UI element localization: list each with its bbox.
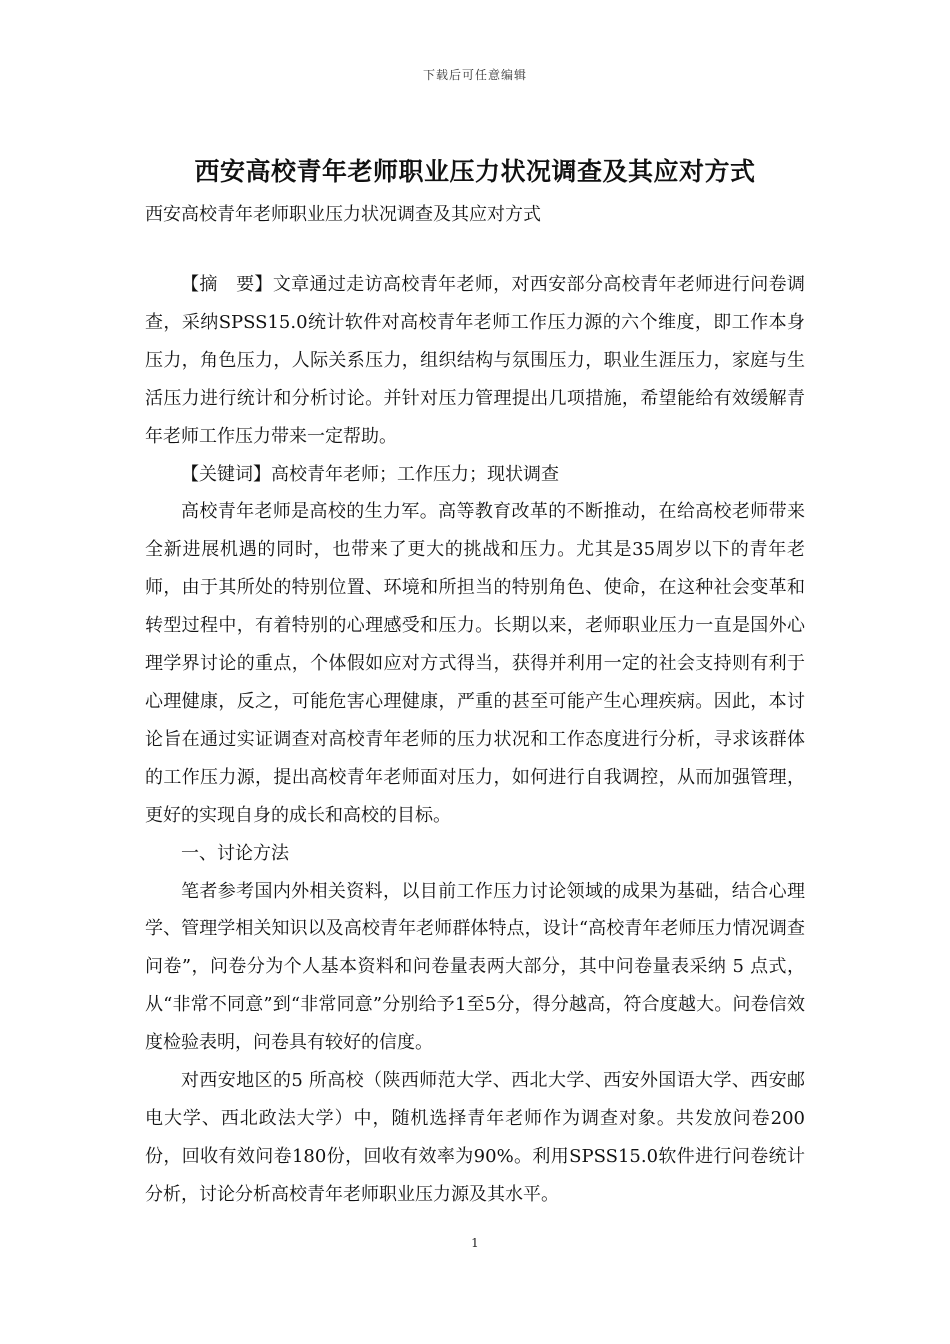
keywords-paragraph: 【关键词】高校青年老师；工作压力；现状调查: [181, 463, 559, 485]
intro-paragraph: 高校青年老师是高校的生力军。高等教育改革的不断推动，在给高校老师带来全新进展机遇的同时，也带来了更大的挑战和压力。尤其是35周岁以下的青年老师，由于其所处的特别位置、环境和所担当的特别角色、使命，在这种社会变革和转型过程中，有着特别的心理感受和压力。长期以来，老师职业压力一直是国外心理学界讨论的重点，个体假如应对方式得当，获得并利用一定的社会支持则有利于心理健康，反之，可能危害心理健康，严重的甚至可能产生心理疾病。因此，本讨论旨在通过实证调查对高校青年老师的压力状况和工作态度进行分析，寻求该群体的工作压力源，提出高校青年老师面对压力，如何进行自我调控，从而加强管理，更好的实现自身的成长和高校的目标。: [145, 501, 805, 826]
document-subtitle: 西安高校青年老师职业压力状况调查及其应对方式: [145, 204, 541, 225]
methods-paragraph-1: 笔者参考国内外相关资料，以目前工作压力讨论领域的成果为基础，结合心理学、管理学相关知识以及高校青年老师群体特点，设计“高校青年老师压力情况调查问卷”，问卷分为个人基本资料和问卷量表两大部分，其中问卷量表采纳 5 点式，从“非常不同意”到“非常同意”分别给予1至5分，得分越高，符合度越大。问卷信效度检验表明，问卷具有较好的信度。: [145, 880, 805, 1054]
document-body: [145, 266, 805, 1214]
document-title: 西安高校青年老师职业压力状况调查及其应对方式: [194, 157, 756, 186]
section-heading-methods: 一、讨论方法: [181, 842, 289, 864]
page-number: 1: [471, 1236, 479, 1250]
header-note: 下载后可任意编辑: [422, 68, 527, 82]
abstract-paragraph: 【摘 要】文章通过走访高校青年老师，对西安部分高校青年老师进行问卷调查，采纳SPSS15.0统计软件对高校青年老师工作压力源的六个维度，即工作本身压力，角色压力，人际关系压力，组织结构与氛围压力，职业生涯压力，家庭与生活压力进行统计和分析讨论。并针对压力管理提出几项措施，希望能给有效缓解青年老师工作压力带来一定帮助。: [145, 274, 805, 447]
methods-paragraph-2: 对西安地区的5 所高校（陕西师范大学、西北大学、西安外国语大学、西安邮电大学、西北政法大学）中，随机选择青年老师作为调查对象。共发放问卷200份，回收有效问卷180份，回收有效率为90%。利用SPSS15.0软件进行问卷统计分析，讨论分析高校青年老师职业压力源及其水平。: [145, 1070, 805, 1205]
